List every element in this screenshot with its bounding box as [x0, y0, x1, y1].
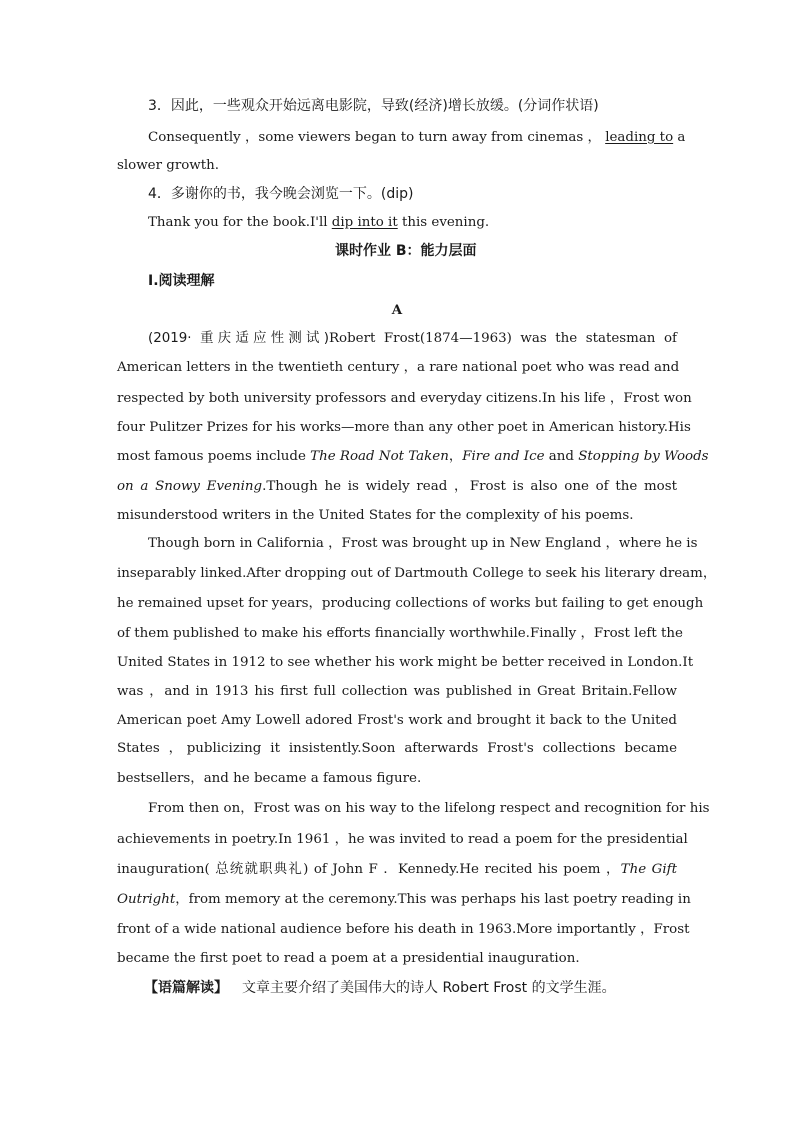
section-title: 课时作业 B：能力层面	[335, 243, 477, 259]
exercise-3-chinese: 3．因此，一些观众开始远离电影院，导致(经济)增长放缓。(分词作状语)	[148, 98, 599, 114]
passage-line: American letters in the twentieth century ，a rare national poet who was read and	[117, 360, 680, 375]
passage-line: United States in 1912 to see whether his work might be better received in London.It	[117, 655, 694, 670]
discourse-note	[144, 979, 684, 997]
exercise-3-english-line-1: Consequently ，some viewers began to turn away from cinemas ， leading to a	[148, 130, 686, 145]
poem-title: on a Snowy Evening	[117, 479, 263, 494]
note-text: 文章主要介绍了美国伟大的诗人 Robert Frost 的文学生涯。	[242, 980, 616, 996]
passage-line: misunderstood writers in the United States for the complexity of his poems.	[117, 508, 634, 523]
passage-line: on a Snowy Evening.Though he is widely read ，Frost is also one of the most	[117, 479, 677, 494]
note-label: 【语篇解读】	[144, 980, 228, 996]
source-note: (2019· 重庆适应性测试)	[148, 331, 329, 346]
passage-line: became the first poet to read a poem at a presidential inauguration.	[117, 951, 580, 966]
poem-title: Outright	[117, 892, 176, 907]
passage-line: Though born in California ，Frost was brought up in New England ，where he is	[148, 536, 698, 551]
passage-line: bestsellers，and he became a famous figure.	[117, 771, 422, 786]
passage-line: was ，and in 1913 his first full collection was published in Great Britain.Fellow	[117, 684, 677, 699]
poem-title: Stopping by Woods	[578, 449, 709, 464]
exercise-4-chinese: 4．多谢你的书，我今晚会浏览一下。(dip)	[148, 186, 414, 202]
passage-line: Outright，from memory at the ceremony.This was perhaps his last poetry reading in	[117, 892, 691, 907]
answer-blank: dip into it	[331, 215, 398, 230]
passage-line: States ，publicizing it insistently.Soon afterwards Frost's collections became	[117, 741, 677, 756]
part-title: Ⅰ.阅读理解	[148, 273, 215, 289]
poem-title: The Road Not Taken	[310, 449, 449, 464]
poem-title: Fire and Ice	[462, 449, 545, 464]
poem-title: The Gift	[620, 862, 677, 877]
passage-line: inseparably linked.After dropping out of Dartmouth College to seek his literary dream，	[117, 566, 717, 581]
passage-line: inauguration( 总统就职典礼) of John F ．Kennedy.He recited his poem ，The Gift	[117, 862, 677, 877]
passage-line: achievements in poetry.In 1961 ，he was invited to read a poem for the presidential	[117, 832, 688, 847]
passage-line: (2019· 重庆适应性测试)Robert Frost(1874—1963) was the statesman of	[148, 331, 677, 346]
passage-line: he remained upset for years，producing collections of works but failing to get enough	[117, 596, 704, 611]
passage-line: four Pulitzer Prizes for his works—more than any other poet in American history.His	[117, 420, 691, 435]
passage-line: most famous poems include The Road Not Taken，Fire and Ice and Stopping by Woods	[117, 449, 709, 464]
passage-line: front of a wide national audience before his death in 1963.More importantly ，Frost	[117, 922, 690, 937]
exercise-4-english: Thank you for the book.I'll dip into it this evening.	[148, 215, 490, 230]
answer-blank: leading to	[605, 130, 674, 145]
passage-label: A	[391, 302, 403, 318]
passage-line: American poet Amy Lowell adored Frost's work and brought it back to the United	[117, 713, 677, 728]
passage-line: respected by both university professors and everyday citizens.In his life ，Frost won	[117, 391, 692, 406]
exercise-3-english-line-2: slower growth.	[117, 158, 220, 173]
gloss: 总统就职典礼	[215, 862, 304, 877]
passage-line: From then on，Frost was on his way to the lifelong respect and recognition for his	[148, 801, 710, 816]
passage-line: of them published to make his efforts financially worthwhile.Finally ，Frost left the	[117, 626, 683, 641]
